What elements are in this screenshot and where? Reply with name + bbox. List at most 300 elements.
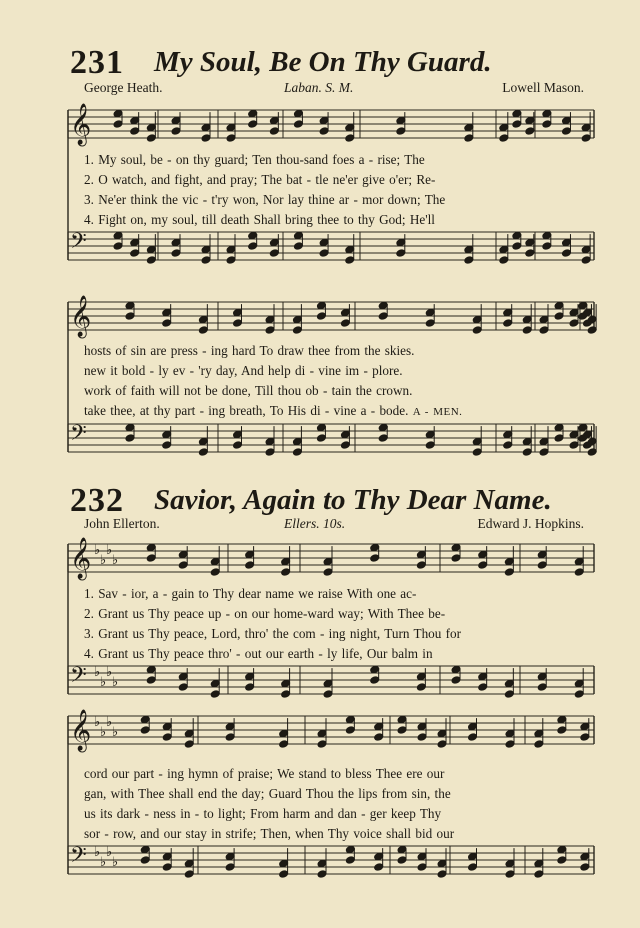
note-head xyxy=(416,561,426,570)
note-head xyxy=(345,123,355,132)
note-head xyxy=(374,733,384,742)
note-head xyxy=(226,134,236,143)
note-head xyxy=(472,326,482,335)
hymn-232-credits xyxy=(84,516,584,534)
note-head xyxy=(265,448,275,457)
note-head xyxy=(396,127,406,136)
note-head xyxy=(323,679,333,688)
note-head xyxy=(505,729,515,738)
note-head xyxy=(512,120,522,129)
hymn-tune: Ellers. 10s. xyxy=(284,516,346,531)
note-head xyxy=(504,690,514,699)
note-head xyxy=(534,729,544,738)
note-head xyxy=(317,870,327,879)
note-head xyxy=(587,315,597,324)
note-head xyxy=(468,733,478,742)
note-head xyxy=(281,557,291,566)
flat-sign: ♭ xyxy=(106,715,113,730)
note-head xyxy=(396,238,406,247)
note-head xyxy=(451,676,461,685)
note-head xyxy=(171,249,181,258)
lyric-line: 3. Ne'er think the vic - t'ry won, Nor lay thine ar - mor down; The xyxy=(84,192,446,207)
note-head xyxy=(396,249,406,258)
note-head xyxy=(370,554,380,563)
note-head xyxy=(146,554,156,563)
lyric-line: work of faith will not be done, Till thou ob - tain the crown. xyxy=(84,383,413,398)
note-head xyxy=(468,852,478,861)
note-head xyxy=(417,863,427,872)
note-head xyxy=(537,561,547,570)
flat-sign: ♭ xyxy=(112,553,119,568)
note-head xyxy=(184,870,194,879)
note-head xyxy=(201,123,211,132)
hymn-title: My Soul, Be On Thy Guard. xyxy=(154,46,492,78)
note-head xyxy=(162,308,172,317)
note-head xyxy=(378,434,388,443)
note-head xyxy=(146,676,156,685)
flat-sign: ♭ xyxy=(106,543,113,558)
note-head xyxy=(225,733,235,742)
lyric-line: 2. O watch, and fight, and pray; The bat - tle ne'er give o'er; Re- xyxy=(84,172,436,187)
note-head xyxy=(464,123,474,132)
note-head xyxy=(525,127,535,136)
note-head xyxy=(437,740,447,749)
note-head xyxy=(130,127,140,136)
lyric-line: 3. Grant us Thy peace, Lord, thro' the com - ing night, Turn Thou for xyxy=(84,626,462,641)
note-head xyxy=(210,690,220,699)
note-head xyxy=(319,116,329,125)
hymn-composer: Lowell Mason. xyxy=(502,80,584,95)
note-head xyxy=(554,312,564,321)
note-head xyxy=(416,672,426,681)
bass-clef: 𝄢 xyxy=(70,663,87,693)
treble-clef: 𝄞 xyxy=(70,538,92,579)
note-head xyxy=(451,554,461,563)
hymn-231-verses-part1 xyxy=(84,150,594,230)
note-head xyxy=(201,134,211,143)
note-head xyxy=(319,238,329,247)
note-head xyxy=(146,665,156,674)
note-head xyxy=(178,683,188,692)
note-head xyxy=(437,870,447,879)
flat-sign: ♭ xyxy=(94,665,101,680)
note-head xyxy=(279,859,289,868)
note-head xyxy=(178,561,188,570)
note-head xyxy=(557,856,567,865)
hymn-number: 232 xyxy=(70,482,124,519)
note-head xyxy=(184,729,194,738)
note-head xyxy=(281,690,291,699)
note-head xyxy=(574,568,584,577)
note-head xyxy=(265,437,275,446)
note-head xyxy=(140,715,150,724)
note-head xyxy=(293,231,303,240)
lyric-line: hosts of sin are press - ing hard To draw thee from the skies. xyxy=(84,343,415,358)
note-head xyxy=(140,856,150,865)
note-head xyxy=(281,568,291,577)
note-head xyxy=(292,437,302,446)
note-head xyxy=(125,423,135,432)
note-head xyxy=(437,729,447,738)
note-head xyxy=(198,437,208,446)
note-head xyxy=(233,441,243,450)
note-head xyxy=(587,326,597,335)
note-head xyxy=(269,249,279,258)
note-head xyxy=(525,238,535,247)
note-head xyxy=(113,109,123,118)
note-head xyxy=(233,319,243,328)
note-head xyxy=(557,726,567,735)
note-head xyxy=(537,550,547,559)
flat-sign: ♭ xyxy=(100,553,107,568)
note-head xyxy=(397,726,407,735)
note-head xyxy=(370,665,380,674)
flat-sign: ♭ xyxy=(94,543,101,558)
note-head xyxy=(534,870,544,879)
note-head xyxy=(451,543,461,552)
bass-clef: 𝄢 xyxy=(70,421,87,451)
hymn-231-credits xyxy=(84,80,584,98)
note-head xyxy=(292,326,302,335)
note-head xyxy=(478,561,488,570)
note-head xyxy=(370,676,380,685)
note-head xyxy=(293,109,303,118)
note-head xyxy=(425,319,435,328)
note-head xyxy=(279,870,289,879)
note-head xyxy=(580,722,590,731)
amen-text: A - MEN. xyxy=(412,406,463,418)
note-head xyxy=(378,301,388,310)
note-head xyxy=(125,301,135,310)
note-head xyxy=(345,245,355,254)
hymn-232-verses-part1 xyxy=(84,584,594,664)
note-head xyxy=(504,568,514,577)
note-head xyxy=(505,740,515,749)
note-head xyxy=(269,116,279,125)
note-head xyxy=(581,134,591,143)
note-head xyxy=(569,441,579,450)
note-head xyxy=(345,256,355,265)
note-head xyxy=(184,859,194,868)
note-head xyxy=(505,870,515,879)
note-head xyxy=(319,249,329,258)
note-head xyxy=(522,326,532,335)
lyric-line: sor - row, and our stay in strife; Then, when Thy voice shall bid our xyxy=(84,826,455,841)
note-head xyxy=(503,430,513,439)
note-head xyxy=(171,116,181,125)
lyric-line: us its dark - ness in - to light; From harm and dan - ger keep Thy xyxy=(84,806,442,821)
note-head xyxy=(587,448,597,457)
note-head xyxy=(225,722,235,731)
note-head xyxy=(557,715,567,724)
note-head xyxy=(248,231,258,240)
note-head xyxy=(113,242,123,251)
note-head xyxy=(578,301,588,310)
lyric-text: take thee, at thy part - ing breath, To His di - vine a - bode. xyxy=(84,403,409,418)
note-head xyxy=(245,683,255,692)
note-head xyxy=(201,245,211,254)
note-head xyxy=(522,448,532,457)
note-head xyxy=(569,430,579,439)
note-head xyxy=(248,242,258,251)
note-head xyxy=(472,448,482,457)
note-head xyxy=(345,845,355,854)
note-head xyxy=(580,852,590,861)
note-head xyxy=(323,690,333,699)
note-head xyxy=(245,550,255,559)
note-head xyxy=(130,116,140,125)
note-head xyxy=(437,859,447,868)
note-head xyxy=(587,437,597,446)
note-head xyxy=(378,423,388,432)
note-head xyxy=(292,448,302,457)
note-head xyxy=(225,863,235,872)
bass-clef: 𝄢 xyxy=(70,843,87,873)
lyric-line: 2. Grant us Thy peace up - on our home-ward way; With Thee be- xyxy=(84,606,446,621)
note-head xyxy=(574,679,584,688)
note-head xyxy=(178,550,188,559)
note-head xyxy=(425,430,435,439)
note-head xyxy=(468,722,478,731)
treble-clef: 𝄞 xyxy=(70,296,92,337)
note-head xyxy=(279,729,289,738)
note-head xyxy=(233,308,243,317)
note-head xyxy=(512,109,522,118)
note-head xyxy=(319,127,329,136)
bass-clef: 𝄢 xyxy=(70,229,87,259)
note-head xyxy=(417,722,427,731)
note-head xyxy=(574,557,584,566)
note-head xyxy=(578,423,588,432)
note-head xyxy=(539,437,549,446)
note-head xyxy=(184,740,194,749)
note-head xyxy=(464,134,474,143)
note-head xyxy=(323,557,333,566)
note-head xyxy=(512,242,522,251)
note-head xyxy=(370,543,380,552)
note-head xyxy=(340,308,350,317)
note-head xyxy=(317,740,327,749)
note-head xyxy=(146,134,156,143)
lyric-line xyxy=(84,401,594,421)
note-head xyxy=(561,116,571,125)
note-head xyxy=(378,312,388,321)
flat-sign: ♭ xyxy=(106,845,113,860)
note-head xyxy=(316,434,326,443)
note-head xyxy=(503,319,513,328)
lyric-line: cord our part - ing hymn of praise; We stand to bless Thee ere our xyxy=(84,766,445,781)
note-head xyxy=(316,312,326,321)
note-head xyxy=(210,679,220,688)
note-head xyxy=(210,557,220,566)
note-head xyxy=(569,319,579,328)
note-head xyxy=(269,127,279,136)
note-head xyxy=(146,245,156,254)
note-head xyxy=(417,852,427,861)
note-head xyxy=(125,434,135,443)
note-head xyxy=(171,127,181,136)
note-head xyxy=(293,242,303,251)
note-head xyxy=(125,312,135,321)
note-head xyxy=(345,134,355,143)
note-head xyxy=(478,550,488,559)
lyric-line: new it bold - ly ev - 'ry day, And help di - vine im - plore. xyxy=(84,363,403,378)
note-head xyxy=(522,315,532,324)
note-head xyxy=(472,437,482,446)
note-head xyxy=(581,123,591,132)
note-head xyxy=(580,863,590,872)
hymn-composer: Edward J. Hopkins. xyxy=(477,516,584,531)
flat-sign: ♭ xyxy=(100,855,107,870)
hymn-tune: Laban. S. M. xyxy=(284,80,354,95)
note-head xyxy=(451,665,461,674)
note-head xyxy=(503,308,513,317)
note-head xyxy=(525,249,535,258)
note-head xyxy=(162,430,172,439)
note-head xyxy=(542,231,552,240)
note-head xyxy=(292,315,302,324)
note-head xyxy=(198,326,208,335)
note-head xyxy=(417,733,427,742)
note-head xyxy=(201,256,211,265)
note-head xyxy=(374,863,384,872)
note-head xyxy=(113,231,123,240)
note-head xyxy=(340,441,350,450)
note-head xyxy=(317,859,327,868)
note-head xyxy=(554,423,564,432)
note-head xyxy=(146,256,156,265)
note-head xyxy=(345,856,355,865)
note-head xyxy=(542,120,552,129)
hymn-author: George Heath. xyxy=(84,80,163,95)
note-head xyxy=(233,430,243,439)
note-head xyxy=(580,733,590,742)
note-head xyxy=(542,109,552,118)
lyric-line: 1. My soul, be - on thy guard; Ten thou-sand foes a - rise; The xyxy=(84,152,425,167)
note-head xyxy=(210,568,220,577)
note-head xyxy=(468,863,478,872)
flat-sign: ♭ xyxy=(94,845,101,860)
note-head xyxy=(503,441,513,450)
note-head xyxy=(416,683,426,692)
note-head xyxy=(245,672,255,681)
note-head xyxy=(478,672,488,681)
note-head xyxy=(539,326,549,335)
note-head xyxy=(464,256,474,265)
treble-clef: 𝄞 xyxy=(70,104,92,145)
note-head xyxy=(171,238,181,247)
note-head xyxy=(279,740,289,749)
flat-sign: ♭ xyxy=(112,855,119,870)
note-head xyxy=(345,726,355,735)
note-head xyxy=(478,683,488,692)
note-head xyxy=(113,120,123,129)
flat-sign: ♭ xyxy=(112,675,119,690)
note-head xyxy=(569,308,579,317)
hymn-title: Savior, Again to Thy Dear Name. xyxy=(154,484,552,516)
note-head xyxy=(396,116,406,125)
note-head xyxy=(561,238,571,247)
note-head xyxy=(140,726,150,735)
note-head xyxy=(162,733,172,742)
note-head xyxy=(225,852,235,861)
note-head xyxy=(499,256,509,265)
note-head xyxy=(416,550,426,559)
flat-sign: ♭ xyxy=(100,675,107,690)
note-head xyxy=(539,448,549,457)
note-head xyxy=(162,852,172,861)
note-head xyxy=(425,441,435,450)
note-head xyxy=(281,679,291,688)
note-head xyxy=(574,690,584,699)
note-head xyxy=(340,319,350,328)
note-head xyxy=(265,315,275,324)
note-head xyxy=(248,109,258,118)
note-head xyxy=(504,679,514,688)
note-head xyxy=(499,134,509,143)
note-head xyxy=(316,301,326,310)
note-head xyxy=(581,245,591,254)
note-head xyxy=(534,859,544,868)
note-head xyxy=(539,315,549,324)
note-head xyxy=(557,845,567,854)
flat-sign: ♭ xyxy=(112,725,119,740)
note-head xyxy=(537,683,547,692)
note-head xyxy=(512,231,522,240)
note-head xyxy=(499,123,509,132)
note-head xyxy=(248,120,258,129)
note-head xyxy=(581,256,591,265)
note-head xyxy=(504,557,514,566)
note-head xyxy=(316,423,326,432)
note-head xyxy=(582,308,592,317)
note-head xyxy=(340,430,350,439)
lyric-line: 4. Grant us Thy peace thro' - out our earth - ly life, Our balm in xyxy=(84,646,433,661)
note-head xyxy=(140,845,150,854)
note-head xyxy=(317,729,327,738)
note-head xyxy=(265,326,275,335)
note-head xyxy=(323,568,333,577)
note-head xyxy=(146,123,156,132)
flat-sign: ♭ xyxy=(106,665,113,680)
note-head xyxy=(178,672,188,681)
note-head xyxy=(522,437,532,446)
note-head xyxy=(226,245,236,254)
note-head xyxy=(162,863,172,872)
note-head xyxy=(130,238,140,247)
note-head xyxy=(499,245,509,254)
note-head xyxy=(542,242,552,251)
note-head xyxy=(472,315,482,324)
note-head xyxy=(226,256,236,265)
note-head xyxy=(198,448,208,457)
lyric-line: 4. Fight on, my soul, till death Shall bring thee to thy God; He'll xyxy=(84,212,435,227)
note-head xyxy=(554,301,564,310)
note-head xyxy=(525,116,535,125)
flat-sign: ♭ xyxy=(100,725,107,740)
note-head xyxy=(345,715,355,724)
note-head xyxy=(374,852,384,861)
note-head xyxy=(397,856,407,865)
hymn-231-verses-part2 xyxy=(84,341,594,421)
lyric-line: 1. Sav - ior, a - gain to Thy dear name we raise With one ac- xyxy=(84,586,417,601)
note-head xyxy=(269,238,279,247)
note-head xyxy=(561,249,571,258)
flat-sign: ♭ xyxy=(94,715,101,730)
note-head xyxy=(582,430,592,439)
note-head xyxy=(425,308,435,317)
lyric-line: gan, with Thee shall end the day; Guard Thou the lips from sin, the xyxy=(84,786,451,801)
